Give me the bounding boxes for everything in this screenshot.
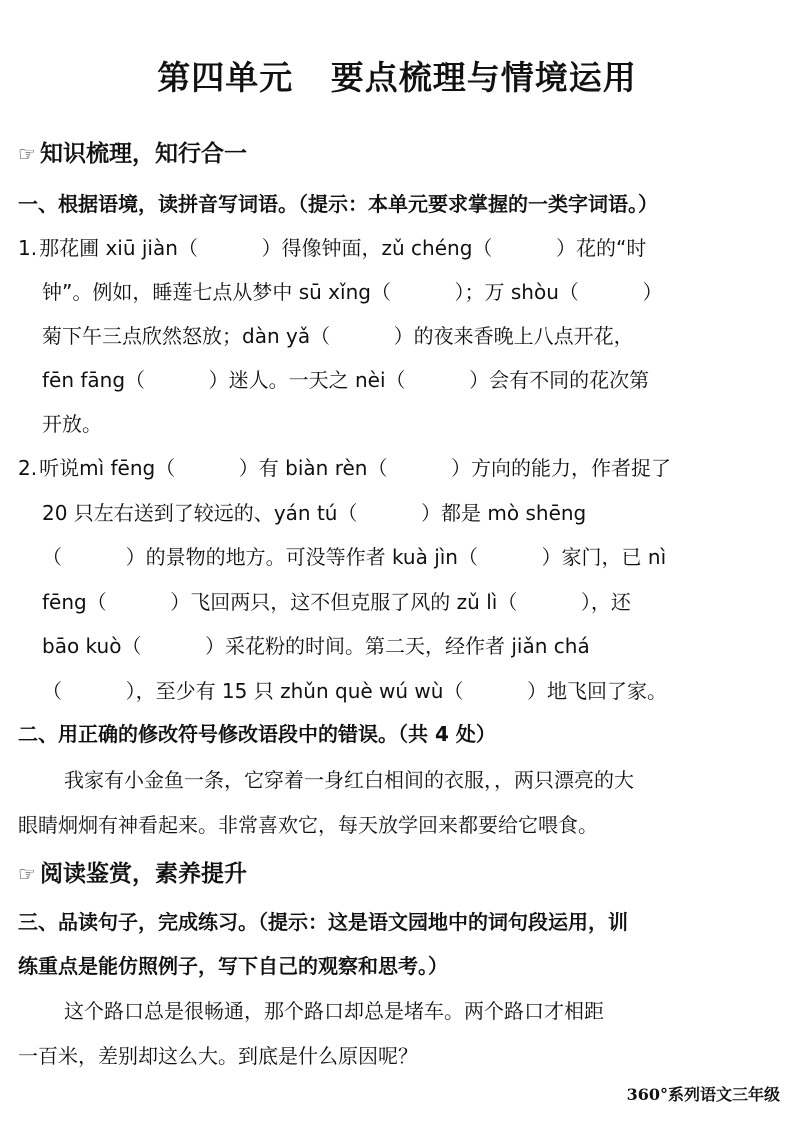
- question-1-header: 一、根据语境，读拼音写词语。（提示：本单元要求掌握的一类字词语。）: [18, 192, 658, 216]
- answer-blank[interactable]: （ ）采花粉的时间。第二天，经作者: [121, 634, 512, 658]
- q1-item1-line1: [18, 232, 646, 261]
- answer-blank[interactable]: （ ）得像钟面，: [177, 236, 382, 260]
- answer-blank[interactable]: （ ），至少有 15 只: [42, 679, 281, 703]
- q1-item1-line5: 开放。: [42, 412, 102, 436]
- text: 钟”。例如，睡莲七点从梦中: [42, 280, 299, 304]
- pinyin: zhǔn què wú wù: [280, 679, 444, 703]
- q1-item2-line1: [18, 452, 671, 481]
- q3-sentence-line2: 一百米，差别却这么大。到底是什么原因呢？: [18, 1044, 418, 1068]
- answer-blank[interactable]: （ ）飞回两只，这不但克服了风的: [86, 590, 457, 614]
- q1-item2-line5: [42, 630, 590, 659]
- answer-blank[interactable]: （ ）的景物的地方。可没等作者: [42, 545, 392, 569]
- q3-sentence-line1: 这个路口总是很畅通，那个路口却总是堵车。两个路口才相距: [64, 999, 604, 1023]
- answer-blank[interactable]: （ ）家门，已: [457, 545, 648, 569]
- page-title: 第四单元 要点梳理与情境运用: [157, 58, 637, 97]
- q1-item2-line6: [42, 675, 667, 704]
- answer-blank[interactable]: （ ）花的“时: [472, 236, 647, 260]
- pinyin: jiǎn chá: [511, 634, 590, 658]
- answer-blank[interactable]: （ ）有: [155, 456, 286, 480]
- answer-blank[interactable]: （ ）迷人。一天之: [125, 368, 355, 392]
- section-heading-text: 知识梳理，知行合一: [39, 141, 247, 167]
- pinyin: zǔ lì: [456, 590, 498, 614]
- q1-item1-line4: [42, 364, 649, 393]
- pinyin: dàn yǎ: [242, 324, 311, 348]
- pinyin: fēng: [42, 590, 87, 614]
- pinyin: mì fēng: [79, 456, 156, 480]
- pinyin: fēn fāng: [42, 368, 126, 392]
- pinyin: sū xǐng: [298, 280, 371, 304]
- pinyin: nèi: [354, 368, 386, 392]
- item-number: 1.: [18, 236, 38, 260]
- q2-paragraph-line1: 我家有小金鱼一条，它穿着一身红白相间的衣服，，两只漂亮的大: [64, 768, 634, 792]
- text: 20 只左右送到了较远的、: [42, 501, 274, 525]
- pinyin: shòu: [510, 280, 559, 304]
- text: 听说: [39, 456, 80, 480]
- text: 那花圃: [39, 236, 106, 260]
- answer-blank[interactable]: （ ）会有不同的花次第: [385, 368, 650, 392]
- section-heading-knowledge: [18, 135, 247, 168]
- q1-item1-line3: [42, 320, 634, 349]
- pinyin: mò shēng: [487, 501, 587, 525]
- answer-blank[interactable]: （ ）方向的能力，作者捉了: [367, 456, 672, 480]
- q1-item2-line3: [42, 541, 666, 570]
- pinyin: yán tú: [273, 501, 338, 525]
- question-2-header: 二、用正确的修改符号修改语段中的错误。（共 4 处）: [18, 722, 496, 746]
- pinyin: zǔ chéng: [381, 236, 473, 260]
- pinyin: nì: [647, 545, 667, 569]
- question-3-header-line1: 三、品读句子，完成练习。（提示：这是语文园地中的词句段运用，训: [18, 910, 628, 934]
- text: 菊下午三点欣然怒放；: [42, 324, 242, 348]
- answer-blank[interactable]: （ ）；万: [370, 280, 511, 304]
- pinyin: xiū jiàn: [105, 236, 178, 260]
- pinyin: bāo kuò: [42, 634, 122, 658]
- answer-blank[interactable]: （ ）的夜来香晚上八点开花，: [310, 324, 634, 348]
- answer-blank[interactable]: （ ），还: [497, 590, 631, 614]
- footer-series-label: 360°系列语文三年级: [626, 1085, 780, 1104]
- section-heading-reading: [18, 855, 247, 888]
- pinyin: kuà jìn: [391, 545, 458, 569]
- q1-item1-line2: [42, 276, 662, 305]
- question-3-header-line2: 练重点是能仿照例子，写下自己的观察和思考。）: [18, 954, 448, 978]
- pointing-hand-icon: ☞: [18, 142, 36, 166]
- answer-blank[interactable]: （ ）: [558, 280, 663, 304]
- answer-blank[interactable]: （ ）都是: [337, 501, 488, 525]
- q1-item2-line4: [42, 586, 631, 615]
- answer-blank[interactable]: （ ）地飞回了家。: [443, 679, 668, 703]
- pointing-hand-icon: ☞: [18, 862, 36, 886]
- section-heading-text: 阅读鉴赏，素养提升: [39, 861, 247, 887]
- q2-paragraph-line2: 眼睛炯炯有神看起来。非常喜欢它，每天放学回来都要给它喂食。: [18, 813, 598, 837]
- item-number: 2.: [18, 456, 38, 480]
- q1-item2-line2: [42, 497, 586, 526]
- pinyin: biàn rèn: [285, 456, 368, 480]
